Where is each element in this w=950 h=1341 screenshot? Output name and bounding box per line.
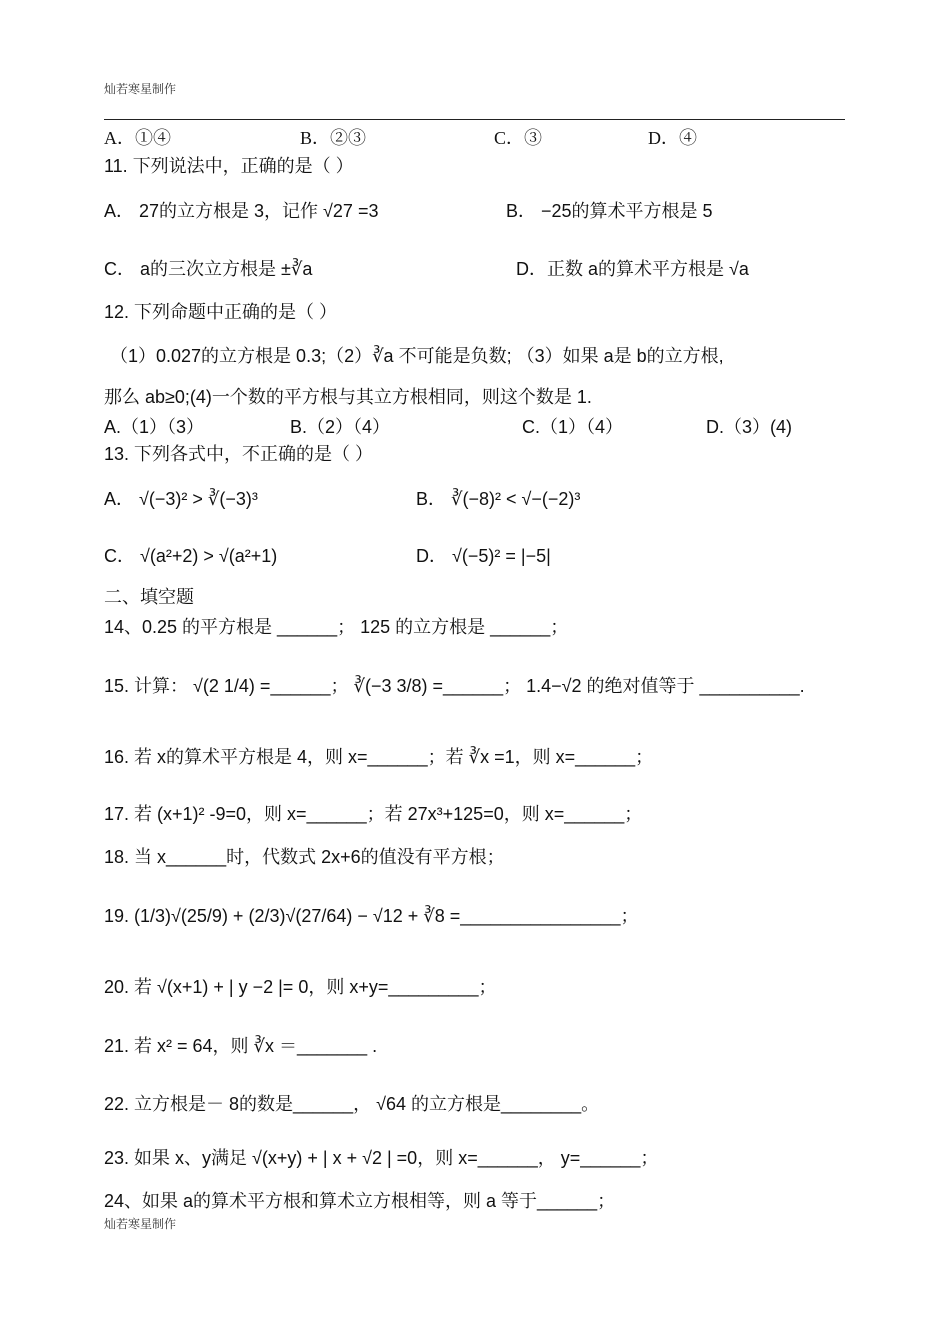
- q13-option-c: C． √(a²+2) > √(a²+1): [104, 546, 278, 566]
- prev-option-c: C．③: [494, 128, 543, 148]
- q15: 15. 计算： √(2 1/4) =______； ∛(−3 3/8) =______； 1.4−√2 的绝对值等于 __________.: [104, 676, 805, 696]
- q12-option-a: A.（1）（3）: [104, 417, 205, 437]
- header-rule: [104, 119, 845, 120]
- section-title: 二、填空题: [104, 587, 194, 607]
- q13-stem: 13. 下列各式中，不正确的是（ ）: [104, 444, 374, 464]
- q13-option-a: A． √(−3)² > ∛(−3)³: [104, 489, 258, 509]
- q24: 24、如果 a的算术平方根和算术立方根相等，则 a 等于______；: [104, 1191, 616, 1211]
- q11-option-a: A． 27的立方根是 3，记作 √27 =3: [104, 201, 379, 221]
- q17: 17. 若 (x+1)² -9=0，则 x=______；若 27x³+125=0，则 x=______；: [104, 804, 643, 824]
- q11-option-c: C． a的三次立方根是 ±∛a: [104, 259, 313, 279]
- prev-option-d: D．④: [648, 128, 697, 148]
- prev-option-b: B．②③: [300, 128, 367, 148]
- q16: 16. 若 x的算术平方根是 4，则 x=______；若 ∛x =1，则 x=______；: [104, 747, 654, 767]
- q13-option-d: D． √(−5)² = |−5|: [416, 546, 551, 566]
- q22: 22. 立方根是－ 8的数是______， √64 的立方根是________。: [104, 1094, 600, 1114]
- q14: 14、0.25 的平方根是 ______； 125 的立方根是 ______；: [104, 617, 569, 637]
- q21: 21. 若 x² = 64，则 ∛x ＝_______ .: [104, 1036, 378, 1056]
- q11-option-b: B． −25的算术平方根是 5: [506, 201, 713, 221]
- q12-option-c: C.（1）（4）: [522, 417, 624, 437]
- q12-option-d: D.（3）(4): [706, 417, 793, 437]
- footer-watermark: 灿若寒星制作: [104, 1217, 177, 1231]
- q18: 18. 当 x______时，代数式 2x+6的值没有平方根；: [104, 847, 505, 867]
- q12-stem: 12. 下列命题中正确的是（ ）: [104, 302, 338, 322]
- q13-option-b: B． ∛(−8)² < √−(−2)³: [416, 489, 581, 509]
- q12-line2: 那么 ab≥0;(4)一个数的平方根与其立方根相同，则这个数是 1.: [104, 387, 592, 407]
- q19: 19. (1/3)√(25/9) + (2/3)√(27/64) − √12 + ∛8 =________________；: [104, 906, 639, 926]
- prev-option-a: A．①④: [104, 128, 171, 148]
- q20: 20. 若 √(x+1) + | y −2 |= 0，则 x+y=_________；: [104, 977, 497, 997]
- q12-option-b: B.（2）（4）: [290, 417, 391, 437]
- header-watermark: 灿若寒星制作: [104, 82, 177, 96]
- q23: 23. 如果 x、y满足 √(x+y) + | x + √2 | =0，则 x=______， y=______；: [104, 1148, 659, 1168]
- q12-line1: （1）0.027的立方根是 0.3;（2）∛a 不可能是负数; （3）如果 a是 b的立方根,: [110, 346, 724, 366]
- q11-stem: 11. 下列说法中，正确的是（ ）: [104, 156, 354, 176]
- q11-option-d: D．正数 a的算术平方根是 √a: [516, 259, 749, 279]
